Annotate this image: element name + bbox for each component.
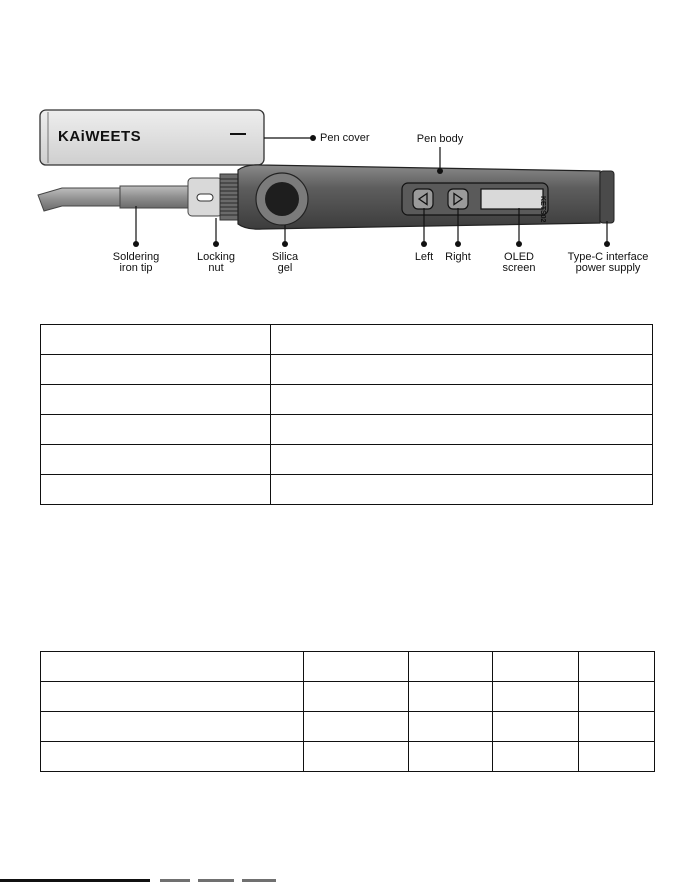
label-soldering-tip: Soldering iron tip xyxy=(112,251,160,274)
label-type-c: Type-C interface power supply xyxy=(567,251,649,274)
table-row xyxy=(41,682,655,712)
spec-table-1 xyxy=(40,324,653,505)
table-cell xyxy=(271,475,653,505)
table-row xyxy=(41,415,653,445)
table-cell xyxy=(409,682,493,712)
table-cell xyxy=(493,652,579,682)
table-cell xyxy=(493,682,579,712)
table-cell xyxy=(271,445,653,475)
table-cell xyxy=(271,325,653,355)
soldering-tip xyxy=(38,186,192,211)
table-cell xyxy=(41,742,304,772)
right-button xyxy=(448,189,468,209)
label-left: Left xyxy=(414,251,434,263)
table-row xyxy=(41,355,653,385)
table-cell xyxy=(41,445,271,475)
label-silica-gel: Silica gel xyxy=(271,251,299,274)
left-dot xyxy=(421,241,427,247)
table-row xyxy=(41,445,653,475)
table-cell xyxy=(493,742,579,772)
table-cell xyxy=(579,742,655,772)
left-button xyxy=(413,189,433,209)
table-cell xyxy=(41,355,271,385)
oled-screen xyxy=(481,189,543,209)
table-cell xyxy=(409,742,493,772)
table-cell xyxy=(579,682,655,712)
silica-dot xyxy=(282,241,288,247)
brand-logo: KAiWEETS xyxy=(58,128,142,145)
table-cell xyxy=(271,385,653,415)
table-cell xyxy=(409,652,493,682)
label-locking-nut: Locking nut xyxy=(197,251,235,274)
footer-rule xyxy=(242,879,276,882)
table-cell xyxy=(579,652,655,682)
model-label: KETS02 xyxy=(539,196,546,223)
label-pen-cover: Pen cover xyxy=(320,132,370,144)
table-cell xyxy=(304,652,409,682)
table-cell xyxy=(304,682,409,712)
footer-rule xyxy=(198,879,234,882)
table-cell xyxy=(41,325,271,355)
table-cell xyxy=(271,355,653,385)
table-cell xyxy=(41,385,271,415)
right-dot xyxy=(455,241,461,247)
table-cell xyxy=(409,712,493,742)
table-row xyxy=(41,325,653,355)
footer-rule xyxy=(160,879,190,882)
table-cell xyxy=(271,415,653,445)
table-cell xyxy=(493,712,579,742)
table-cell xyxy=(41,712,304,742)
table-cell xyxy=(41,475,271,505)
table-cell xyxy=(304,712,409,742)
label-oled-screen: OLED screen xyxy=(502,251,536,274)
oled-dot xyxy=(516,241,522,247)
table-cell xyxy=(304,742,409,772)
label-pen-body: Pen body xyxy=(416,133,464,145)
pen-cover-dot xyxy=(310,135,316,141)
nut-dot xyxy=(213,241,219,247)
table-cell xyxy=(579,712,655,742)
table-row xyxy=(41,712,655,742)
table-row xyxy=(41,475,653,505)
tip-dot xyxy=(133,241,139,247)
locking-nut xyxy=(188,174,238,220)
table-cell xyxy=(41,415,271,445)
table-row xyxy=(41,742,655,772)
table-row xyxy=(41,652,655,682)
pen-body-dot xyxy=(437,168,443,174)
footer-rule xyxy=(0,879,150,882)
typec-dot xyxy=(604,241,610,247)
table-row xyxy=(41,385,653,415)
table-cell xyxy=(41,652,304,682)
label-right: Right xyxy=(445,251,471,263)
spec-table-2 xyxy=(40,651,655,772)
table-cell xyxy=(41,682,304,712)
